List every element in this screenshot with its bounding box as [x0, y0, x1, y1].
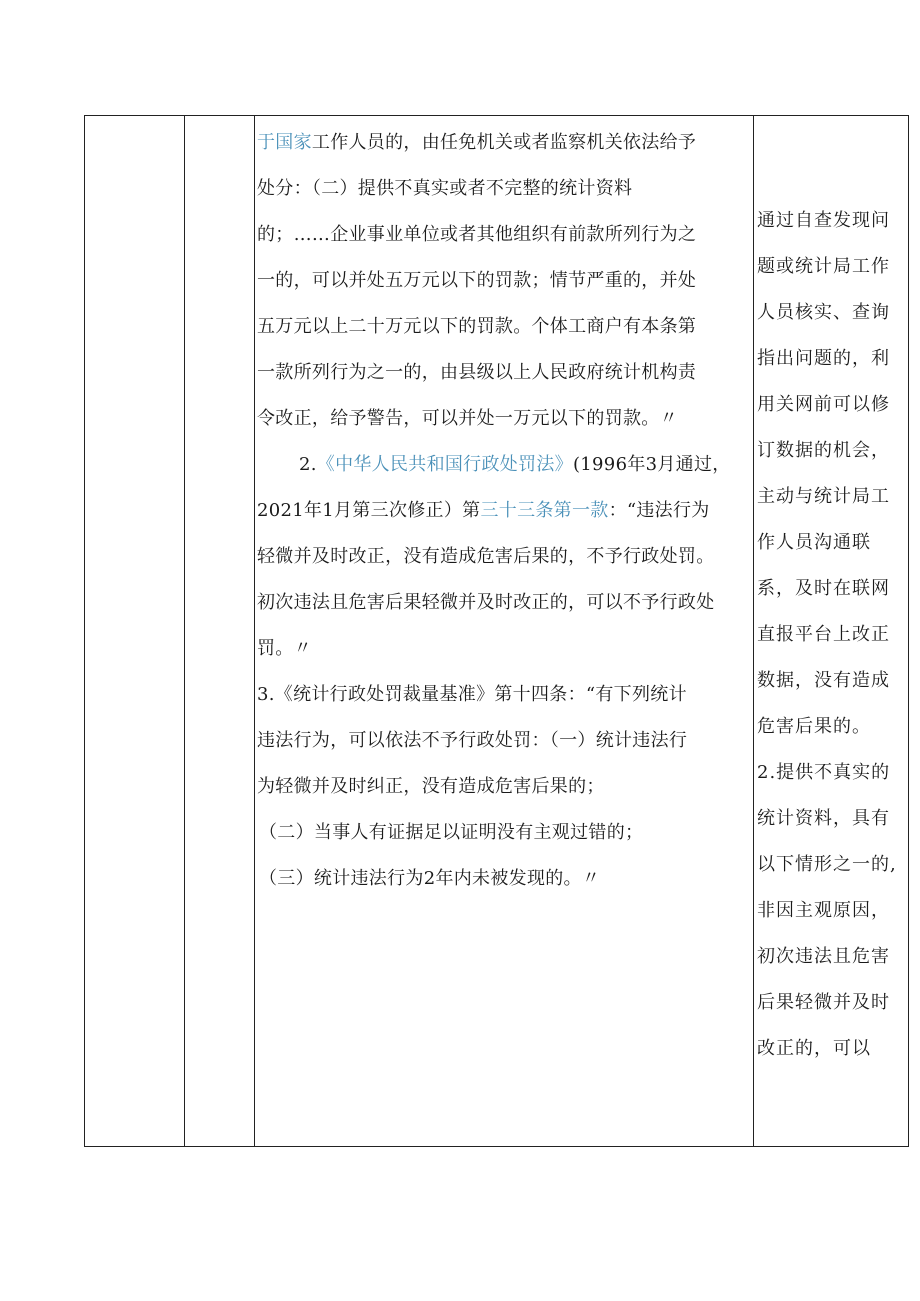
text-line: 用关网前可以修 [757, 394, 890, 415]
text-span: ：“违法行为 [608, 500, 710, 521]
cell-col2 [185, 116, 254, 1146]
text-line: 违法行为，可以依法不予行政处罚：（一）统计违法行 [257, 730, 688, 751]
text-line: （二）当事人有证据足以证明没有主观过错的； [259, 822, 644, 843]
text-line: 一款所列行为之一的，由县级以上人民政府统计机构责 [257, 362, 697, 383]
text-line: 非因主观原因， [757, 900, 890, 921]
text-line: 主动与统计局工 [757, 486, 890, 507]
text-span: 工作人员的，由任免机关或者监察机关依法给予 [311, 132, 697, 153]
text-line: 为轻微并及时纠正，没有造成危害后果的； [257, 776, 605, 797]
content-table [84, 115, 909, 1147]
text-line: 3.《统计行政处罚裁量基准》第十四条：“有下列统计 [257, 684, 687, 705]
text-span: 2021年1月第三次修正）第 [257, 500, 481, 521]
text-line: 五万元以上二十万元以下的罚款。个体工商户有本条第 [257, 316, 697, 337]
text-line: 危害后果的。 [757, 716, 871, 737]
cell-explanation [755, 116, 909, 1146]
text-line: 初次违法且危害后果轻微并及时改正的，可以不予行政处 [257, 592, 715, 613]
text-line: 初次违法且危害 [757, 946, 890, 967]
text-line: 罚。〃 [257, 638, 312, 659]
text-line [299, 450, 731, 476]
text-line: 处分：（二）提供不真实或者不完整的统计资料 [257, 178, 633, 199]
linked-text: 于国家 [257, 132, 312, 153]
text-line: 作人员沟通联 [757, 532, 871, 553]
text-span: (1996年3月通过， [572, 454, 731, 475]
text-line [257, 128, 696, 154]
text-line: 以下情形之一的, [757, 854, 897, 875]
text-line: 的；……企业事业单位或者其他组织有前款所列行为之 [257, 224, 697, 245]
cell-col1 [85, 116, 184, 1146]
cell-legal-basis [255, 116, 753, 1146]
linked-text: 三十三条第一款 [480, 500, 609, 521]
text-line: 人员核实、查询 [757, 302, 890, 323]
text-line: 2.提供不真实的 [757, 762, 891, 783]
text-line: 一的，可以并处五万元以下的罚款；情节严重的，并处 [257, 270, 697, 291]
text-line: 题或统计局工作 [757, 256, 890, 277]
text-line: 改正的，可以 [757, 1038, 871, 1059]
text-line: 指出问题的，利 [757, 348, 890, 369]
text-span: 2. [299, 454, 317, 475]
text-line [257, 496, 710, 522]
column-divider [753, 116, 754, 1146]
text-line: 通过自查发现问 [757, 210, 890, 231]
linked-text: 《中华人民共和国行政处罚法》 [316, 454, 573, 475]
text-line: 统计资料，具有 [757, 808, 890, 829]
text-line: 数据，没有造成 [757, 670, 890, 691]
text-line: 轻微并及时改正，没有造成危害后果的，不予行政处罚。 [257, 546, 715, 567]
text-line: 订数据的机会， [757, 440, 890, 461]
text-line: 后果轻微并及时 [757, 992, 890, 1013]
text-line: 令改正，给予警告，可以并处一万元以下的罚款。〃 [257, 408, 678, 429]
text-line: （三）统计违法行为2年内未被发现的。〃 [259, 868, 601, 889]
text-line: 系，及时在联网 [757, 578, 890, 599]
text-line: 直报平台上改正 [757, 624, 890, 645]
